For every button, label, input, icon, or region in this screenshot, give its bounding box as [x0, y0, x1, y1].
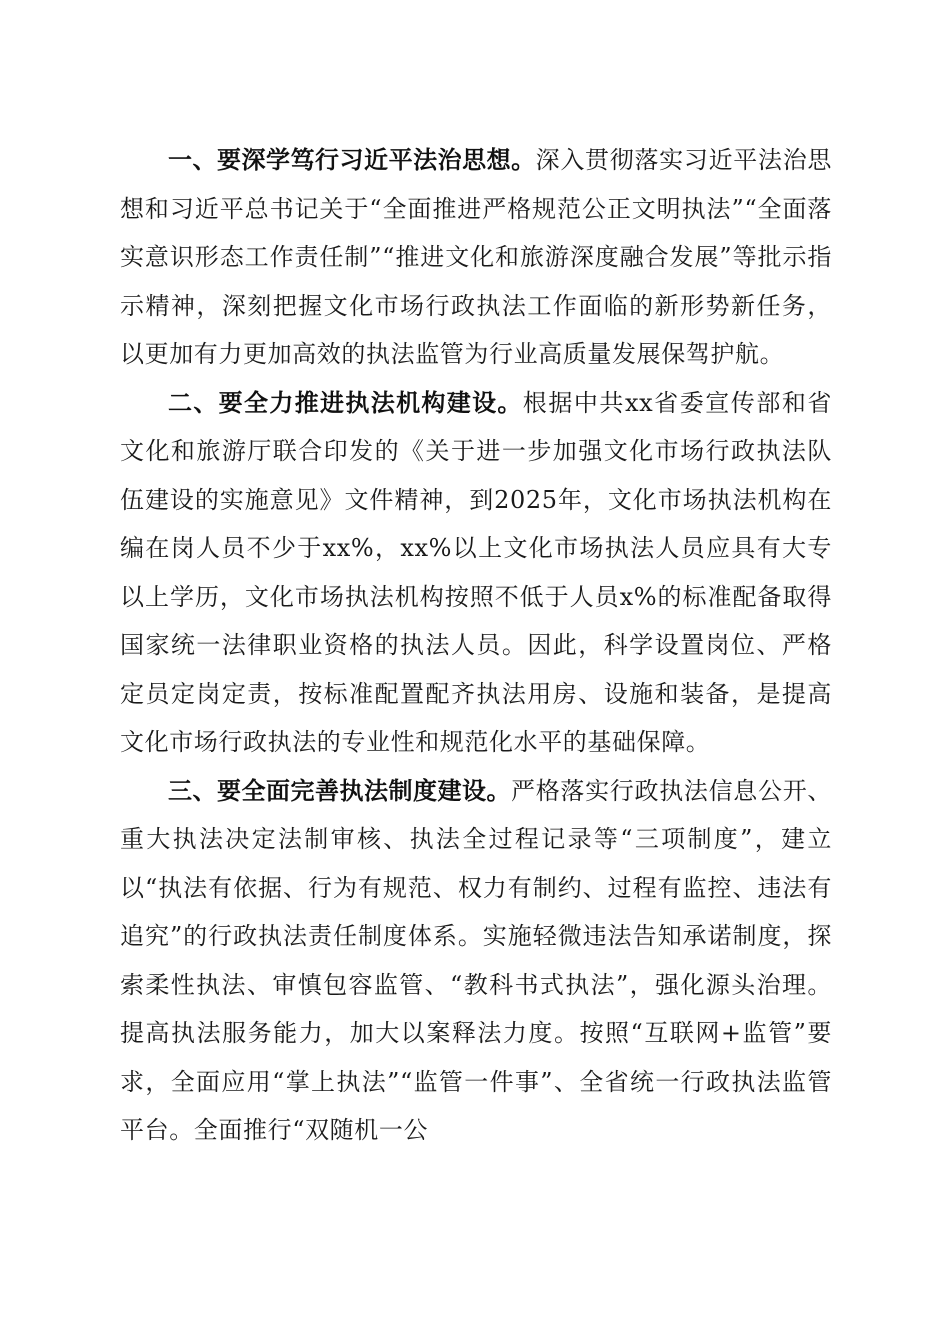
paragraph-2	[120, 379, 832, 767]
paragraph-2-body: 根据中共xx省委宣传部和省文化和旅游厅联合印发的《关于进一步加强文化市场行政执法队伍建设的实施意见》文件精神，到2025年，文化市场执法机构在编在岗人员不少于xx%，xx%以上文化市场执法人员应具有大专以上学历，文化市场执法机构按照不低于人员x%的标准配备取得国家统一法律职业资格的执法人员。因此，科学设置岗位、严格定员定岗定责，按标准配置配齐执法用房、设施和装备，是提高文化市场行政执法的专业性和规范化水平的基础保障。	[120, 388, 832, 756]
paragraph-1-heading: 一、要深学笃行习近平法治思想。	[168, 146, 536, 174]
paragraph-3-body: 严格落实行政执法信息公开、重大执法决定法制审核、执法全过程记录等“三项制度”，建立以“执法有依据、行为有规范、权力有制约、过程有监控、违法有追究”的行政执法责任制度体系。实施轻微违法告知承诺制度，探索柔性执法、审慎包容监管、“教科书式执法”，强化源头治理。提高执法服务能力，加大以案释法力度。按照“互联网+监管”要求，全面应用“掌上执法”“监管一件事”、全省统一行政执法监管平台。全面推行“双随机一公	[120, 776, 832, 1144]
paragraph-3-heading: 三、要全面完善执法制度建设。	[168, 776, 511, 805]
paragraph-3	[120, 767, 832, 1155]
document-body	[120, 136, 832, 1155]
paragraph-2-heading: 二、要全力推进执法机构建设。	[168, 388, 523, 417]
paragraph-1	[120, 136, 832, 379]
paragraph-1-body: 深入贯彻落实习近平法治思想和习近平总书记关于“全面推进严格规范公正文明执法”“全面落实意识形态工作责任制”“推进文化和旅游深度融合发展”等批示指示精神，深刻把握文化市场行政执法工作面临的新形势新任务，以更加有力更加高效的执法监管为行业高质量发展保驾护航。	[120, 146, 833, 368]
